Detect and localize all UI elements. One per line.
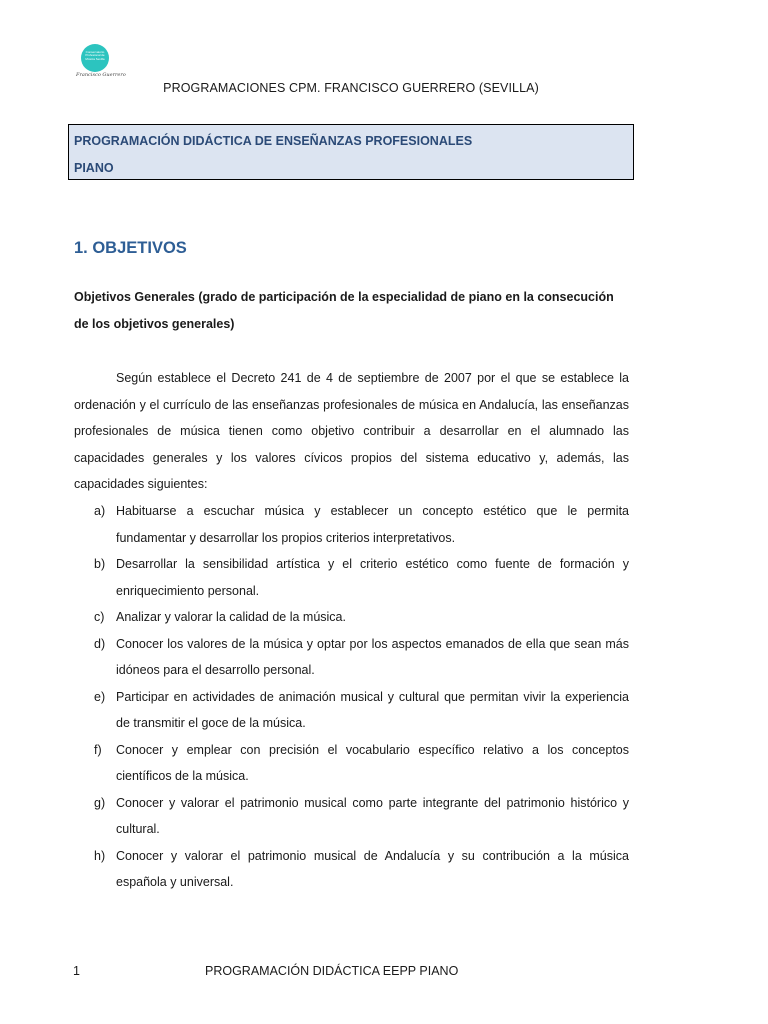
objective-item	[74, 631, 629, 684]
objective-marker: g)	[94, 795, 106, 810]
objective-text: Participar en actividades de animación musical y cultural que permitan vivir la experiencia de transmitir el goce de la música.	[116, 689, 629, 730]
page-header: PROGRAMACIONES CPM. FRANCISCO GUERRERO (SEVILLA)	[163, 81, 539, 95]
page-number: 1	[73, 964, 80, 978]
objective-text: Conocer y valorar el patrimonio musical de Andalucía y su contribución a la música española y universal.	[116, 848, 629, 889]
objective-item	[74, 684, 629, 737]
objective-text: Analizar y valorar la calidad de la música.	[116, 610, 346, 624]
intro-paragraph: Según establece el Decreto 241 de 4 de septiembre de 2007 por el que se establece la ordenación y el currículo de las enseñanzas profesionales de música en Andalucía, las enseñanzas profesionales de música tienen como objetivo contribuir a desarrollar en el alumnado las capacidades generales y los valores cívicos propios del sistema educativo y, además, las capacidades siguientes:	[74, 371, 629, 491]
objective-marker: a)	[94, 504, 106, 518]
section-heading: 1. OBJETIVOS	[74, 239, 187, 257]
document-subject: PIANO	[74, 161, 114, 175]
objective-item	[74, 790, 629, 843]
conservatory-logo	[76, 44, 126, 80]
document-title: PROGRAMACIÓN DIDÁCTICA DE ENSEÑANZAS PROFESIONALES	[74, 134, 473, 148]
objective-marker: h)	[94, 848, 106, 863]
page-footer: PROGRAMACIÓN DIDÁCTICA EEPP PIANO	[205, 964, 459, 978]
objective-marker: e)	[94, 689, 106, 704]
objective-marker: b)	[94, 557, 106, 571]
objective-text: Conocer y valorar el patrimonio musical como parte integrante del patrimonio histórico y cultural.	[116, 795, 629, 836]
document-title-box	[68, 124, 634, 180]
objective-text: Conocer los valores de la música y optar por los aspectos emanados de ella que sean más idóneos para el desarrollo personal.	[116, 636, 629, 677]
objective-item	[74, 498, 629, 551]
objective-text: Habituarse a escuchar música y establecer un concepto estético que le permita fundamentar y desarrollar los propios criterios interpretativos.	[116, 504, 629, 545]
section-subheading: Objetivos Generales (grado de participación de la especialidad de piano en la consecución de los objetivos generales)	[74, 290, 614, 331]
objective-marker: d)	[94, 636, 106, 651]
objective-item	[74, 604, 629, 631]
objectives-list	[74, 498, 629, 896]
objective-marker: c)	[94, 610, 105, 624]
objective-item	[74, 843, 629, 896]
objective-item	[74, 737, 629, 790]
objective-text: Desarrollar la sensibilidad artística y el criterio estético como fuente de formación y enriquecimiento personal.	[116, 557, 629, 598]
objective-text: Conocer y emplear con precisión el vocabulario específico relativo a los conceptos científicos de la música.	[116, 742, 629, 783]
logo-signature: Francisco Guerrero	[76, 72, 126, 78]
objective-item	[74, 551, 629, 604]
objective-marker: f)	[94, 742, 102, 757]
logo-emblem: Conservatorio Profesional de Música Sevilla	[81, 44, 109, 72]
